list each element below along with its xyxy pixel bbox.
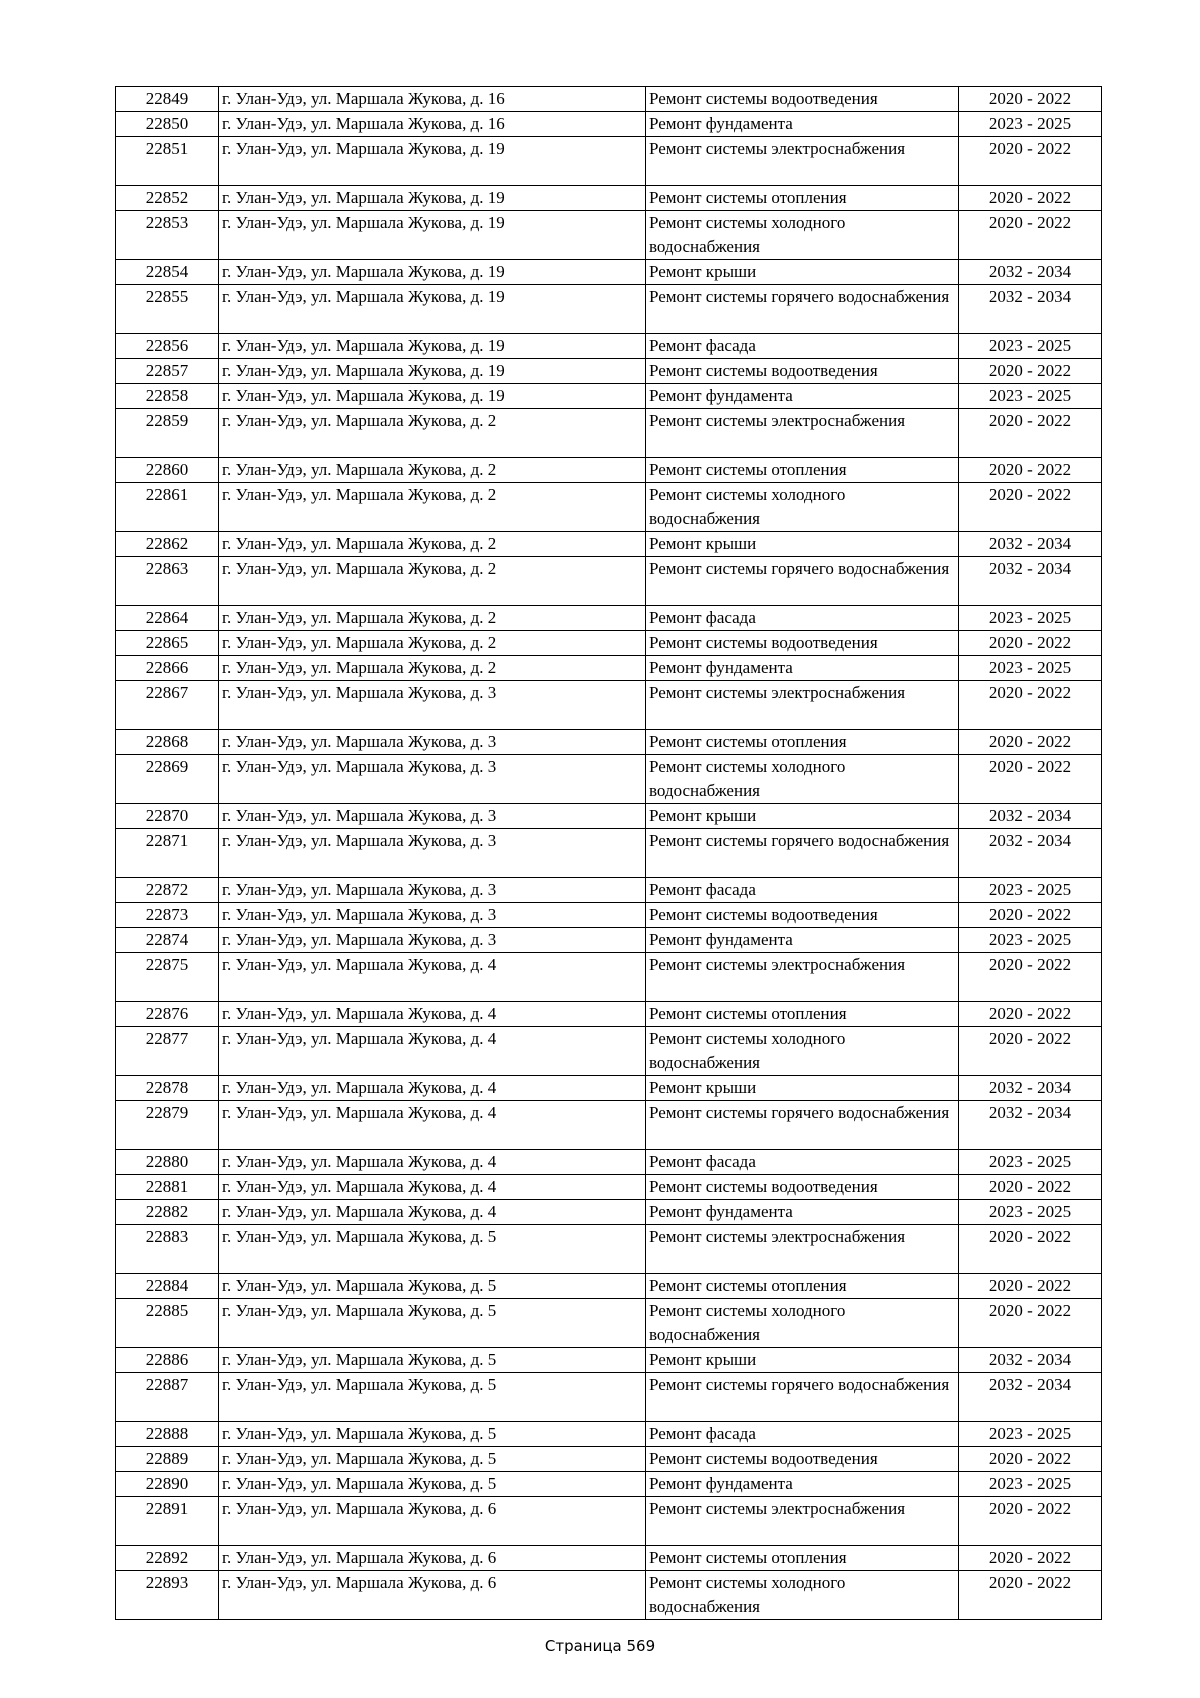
address-cell: г. Улан-Удэ, ул. Маршала Жукова, д. 2 [219, 532, 646, 557]
work-type-cell: Ремонт фундамента [646, 1472, 959, 1497]
address-cell: г. Улан-Удэ, ул. Маршала Жукова, д. 19 [219, 186, 646, 211]
address-cell: г. Улан-Удэ, ул. Маршала Жукова, д. 6 [219, 1571, 646, 1620]
work-type-cell: Ремонт системы водоотведения [646, 359, 959, 384]
page-number: Страница 569 [544, 1637, 656, 1655]
work-type-cell: Ремонт системы горячего водоснабжения [646, 285, 959, 334]
period-cell: 2020 - 2022 [959, 211, 1102, 260]
row-number-cell: 22883 [116, 1225, 219, 1274]
row-number-cell: 22885 [116, 1299, 219, 1348]
address-cell: г. Улан-Удэ, ул. Маршала Жукова, д. 5 [219, 1422, 646, 1447]
row-number-cell: 22879 [116, 1101, 219, 1150]
work-type-cell: Ремонт системы холодного водоснабжения [646, 1299, 959, 1348]
address-cell: г. Улан-Удэ, ул. Маршала Жукова, д. 4 [219, 1101, 646, 1150]
row-number-cell: 22870 [116, 804, 219, 829]
row-number-cell: 22861 [116, 483, 219, 532]
work-type-cell: Ремонт системы водоотведения [646, 1447, 959, 1472]
registry-table-body [116, 87, 1102, 1620]
table-row [116, 458, 1102, 483]
table-row [116, 903, 1102, 928]
row-number-cell: 22866 [116, 656, 219, 681]
table-row [116, 1225, 1102, 1274]
row-number-cell: 22877 [116, 1027, 219, 1076]
address-cell: г. Улан-Удэ, ул. Маршала Жукова, д. 16 [219, 87, 646, 112]
period-cell: 2023 - 2025 [959, 656, 1102, 681]
period-cell: 2020 - 2022 [959, 1497, 1102, 1546]
period-cell: 2020 - 2022 [959, 1175, 1102, 1200]
work-type-cell: Ремонт системы горячего водоснабжения [646, 1373, 959, 1422]
address-cell: г. Улан-Удэ, ул. Маршала Жукова, д. 4 [219, 1002, 646, 1027]
work-type-cell: Ремонт крыши [646, 1348, 959, 1373]
row-number-cell: 22864 [116, 606, 219, 631]
table-row [116, 260, 1102, 285]
work-type-cell: Ремонт системы водоотведения [646, 87, 959, 112]
address-cell: г. Улан-Удэ, ул. Маршала Жукова, д. 6 [219, 1497, 646, 1546]
period-cell: 2020 - 2022 [959, 186, 1102, 211]
table-row [116, 1571, 1102, 1620]
row-number-cell: 22865 [116, 631, 219, 656]
address-cell: г. Улан-Удэ, ул. Маршала Жукова, д. 19 [219, 359, 646, 384]
period-cell: 2023 - 2025 [959, 1472, 1102, 1497]
work-type-cell: Ремонт фундамента [646, 112, 959, 137]
period-cell: 2020 - 2022 [959, 483, 1102, 532]
period-cell: 2032 - 2034 [959, 1076, 1102, 1101]
work-type-cell: Ремонт фундамента [646, 1200, 959, 1225]
period-cell: 2020 - 2022 [959, 137, 1102, 186]
period-cell: 2023 - 2025 [959, 1200, 1102, 1225]
address-cell: г. Улан-Удэ, ул. Маршала Жукова, д. 4 [219, 1200, 646, 1225]
address-cell: г. Улан-Удэ, ул. Маршала Жукова, д. 5 [219, 1225, 646, 1274]
address-cell: г. Улан-Удэ, ул. Маршала Жукова, д. 5 [219, 1348, 646, 1373]
work-type-cell: Ремонт фасада [646, 1422, 959, 1447]
table-row [116, 1422, 1102, 1447]
table-row [116, 557, 1102, 606]
row-number-cell: 22854 [116, 260, 219, 285]
table-row [116, 829, 1102, 878]
table-row [116, 631, 1102, 656]
table-row [116, 409, 1102, 458]
row-number-cell: 22857 [116, 359, 219, 384]
row-number-cell: 22853 [116, 211, 219, 260]
row-number-cell: 22888 [116, 1422, 219, 1447]
address-cell: г. Улан-Удэ, ул. Маршала Жукова, д. 2 [219, 409, 646, 458]
period-cell: 2020 - 2022 [959, 1002, 1102, 1027]
table-row [116, 878, 1102, 903]
address-cell: г. Улан-Удэ, ул. Маршала Жукова, д. 4 [219, 1150, 646, 1175]
address-cell: г. Улан-Удэ, ул. Маршала Жукова, д. 3 [219, 928, 646, 953]
address-cell: г. Улан-Удэ, ул. Маршала Жукова, д. 2 [219, 606, 646, 631]
work-type-cell: Ремонт системы электроснабжения [646, 137, 959, 186]
table-row [116, 211, 1102, 260]
address-cell: г. Улан-Удэ, ул. Маршала Жукова, д. 3 [219, 804, 646, 829]
address-cell: г. Улан-Удэ, ул. Маршала Жукова, д. 19 [219, 384, 646, 409]
row-number-cell: 22893 [116, 1571, 219, 1620]
work-type-cell: Ремонт фасада [646, 606, 959, 631]
table-row [116, 953, 1102, 1002]
table-row [116, 483, 1102, 532]
table-row [116, 1348, 1102, 1373]
work-type-cell: Ремонт системы отопления [646, 1546, 959, 1571]
row-number-cell: 22851 [116, 137, 219, 186]
table-row [116, 1200, 1102, 1225]
period-cell: 2020 - 2022 [959, 953, 1102, 1002]
table-row [116, 137, 1102, 186]
row-number-cell: 22862 [116, 532, 219, 557]
row-number-cell: 22868 [116, 730, 219, 755]
period-cell: 2023 - 2025 [959, 1422, 1102, 1447]
period-cell: 2020 - 2022 [959, 631, 1102, 656]
period-cell: 2023 - 2025 [959, 1150, 1102, 1175]
table-row [116, 681, 1102, 730]
address-cell: г. Улан-Удэ, ул. Маршала Жукова, д. 5 [219, 1274, 646, 1299]
period-cell: 2032 - 2034 [959, 829, 1102, 878]
row-number-cell: 22880 [116, 1150, 219, 1175]
address-cell: г. Улан-Удэ, ул. Маршала Жукова, д. 2 [219, 631, 646, 656]
table-row [116, 1027, 1102, 1076]
address-cell: г. Улан-Удэ, ул. Маршала Жукова, д. 4 [219, 953, 646, 1002]
period-cell: 2023 - 2025 [959, 606, 1102, 631]
period-cell: 2020 - 2022 [959, 1571, 1102, 1620]
period-cell: 2020 - 2022 [959, 1299, 1102, 1348]
table-row [116, 532, 1102, 557]
address-cell: г. Улан-Удэ, ул. Маршала Жукова, д. 4 [219, 1076, 646, 1101]
work-type-cell: Ремонт фундамента [646, 928, 959, 953]
table-row [116, 1175, 1102, 1200]
row-number-cell: 22882 [116, 1200, 219, 1225]
row-number-cell: 22855 [116, 285, 219, 334]
table-row [116, 656, 1102, 681]
period-cell: 2032 - 2034 [959, 532, 1102, 557]
address-cell: г. Улан-Удэ, ул. Маршала Жукова, д. 3 [219, 903, 646, 928]
period-cell: 2020 - 2022 [959, 1546, 1102, 1571]
table-row [116, 1497, 1102, 1546]
table-row [116, 1002, 1102, 1027]
work-type-cell: Ремонт системы холодного водоснабжения [646, 755, 959, 804]
table-row [116, 928, 1102, 953]
period-cell: 2023 - 2025 [959, 384, 1102, 409]
table-row [116, 1373, 1102, 1422]
work-type-cell: Ремонт системы водоотведения [646, 631, 959, 656]
row-number-cell: 22881 [116, 1175, 219, 1200]
work-type-cell: Ремонт системы электроснабжения [646, 681, 959, 730]
address-cell: г. Улан-Удэ, ул. Маршала Жукова, д. 5 [219, 1373, 646, 1422]
row-number-cell: 22858 [116, 384, 219, 409]
work-type-cell: Ремонт крыши [646, 532, 959, 557]
work-type-cell: Ремонт системы отопления [646, 458, 959, 483]
address-cell: г. Улан-Удэ, ул. Маршала Жукова, д. 2 [219, 656, 646, 681]
period-cell: 2032 - 2034 [959, 285, 1102, 334]
period-cell: 2020 - 2022 [959, 458, 1102, 483]
period-cell: 2020 - 2022 [959, 681, 1102, 730]
row-number-cell: 22873 [116, 903, 219, 928]
address-cell: г. Улан-Удэ, ул. Маршала Жукова, д. 3 [219, 681, 646, 730]
period-cell: 2023 - 2025 [959, 112, 1102, 137]
work-type-cell: Ремонт фундамента [646, 656, 959, 681]
table-row [116, 334, 1102, 359]
work-type-cell: Ремонт крыши [646, 260, 959, 285]
table-row [116, 1274, 1102, 1299]
work-type-cell: Ремонт системы холодного водоснабжения [646, 1571, 959, 1620]
table-row [116, 1076, 1102, 1101]
table-row [116, 87, 1102, 112]
table-row [116, 359, 1102, 384]
period-cell: 2032 - 2034 [959, 260, 1102, 285]
period-cell: 2020 - 2022 [959, 903, 1102, 928]
address-cell: г. Улан-Удэ, ул. Маршала Жукова, д. 5 [219, 1447, 646, 1472]
table-row [116, 1472, 1102, 1497]
table-row [116, 186, 1102, 211]
work-type-cell: Ремонт системы электроснабжения [646, 409, 959, 458]
period-cell: 2020 - 2022 [959, 359, 1102, 384]
period-cell: 2032 - 2034 [959, 1101, 1102, 1150]
work-type-cell: Ремонт системы горячего водоснабжения [646, 557, 959, 606]
period-cell: 2032 - 2034 [959, 1348, 1102, 1373]
table-row [116, 1150, 1102, 1175]
table-row [116, 112, 1102, 137]
work-type-cell: Ремонт системы холодного водоснабжения [646, 483, 959, 532]
address-cell: г. Улан-Удэ, ул. Маршала Жукова, д. 3 [219, 755, 646, 804]
table-row [116, 1299, 1102, 1348]
period-cell: 2032 - 2034 [959, 557, 1102, 606]
address-cell: г. Улан-Удэ, ул. Маршала Жукова, д. 19 [219, 211, 646, 260]
work-type-cell: Ремонт системы отопления [646, 186, 959, 211]
row-number-cell: 22874 [116, 928, 219, 953]
address-cell: г. Улан-Удэ, ул. Маршала Жукова, д. 4 [219, 1175, 646, 1200]
work-type-cell: Ремонт фасада [646, 1150, 959, 1175]
work-type-cell: Ремонт фундамента [646, 384, 959, 409]
address-cell: г. Улан-Удэ, ул. Маршала Жукова, д. 6 [219, 1546, 646, 1571]
address-cell: г. Улан-Удэ, ул. Маршала Жукова, д. 2 [219, 483, 646, 532]
address-cell: г. Улан-Удэ, ул. Маршала Жукова, д. 19 [219, 285, 646, 334]
work-type-cell: Ремонт фасада [646, 878, 959, 903]
period-cell: 2020 - 2022 [959, 1225, 1102, 1274]
row-number-cell: 22869 [116, 755, 219, 804]
row-number-cell: 22884 [116, 1274, 219, 1299]
period-cell: 2023 - 2025 [959, 878, 1102, 903]
period-cell: 2020 - 2022 [959, 87, 1102, 112]
period-cell: 2020 - 2022 [959, 730, 1102, 755]
row-number-cell: 22890 [116, 1472, 219, 1497]
period-cell: 2020 - 2022 [959, 1027, 1102, 1076]
row-number-cell: 22876 [116, 1002, 219, 1027]
address-cell: г. Улан-Удэ, ул. Маршала Жукова, д. 19 [219, 334, 646, 359]
work-type-cell: Ремонт системы отопления [646, 1274, 959, 1299]
address-cell: г. Улан-Удэ, ул. Маршала Жукова, д. 19 [219, 260, 646, 285]
row-number-cell: 22852 [116, 186, 219, 211]
address-cell: г. Улан-Удэ, ул. Маршала Жукова, д. 3 [219, 878, 646, 903]
work-type-cell: Ремонт системы отопления [646, 730, 959, 755]
work-type-cell: Ремонт системы электроснабжения [646, 953, 959, 1002]
table-row [116, 606, 1102, 631]
row-number-cell: 22887 [116, 1373, 219, 1422]
work-type-cell: Ремонт системы электроснабжения [646, 1497, 959, 1546]
row-number-cell: 22849 [116, 87, 219, 112]
period-cell: 2020 - 2022 [959, 409, 1102, 458]
address-cell: г. Улан-Удэ, ул. Маршала Жукова, д. 4 [219, 1027, 646, 1076]
row-number-cell: 22878 [116, 1076, 219, 1101]
address-cell: г. Улан-Удэ, ул. Маршала Жукова, д. 3 [219, 730, 646, 755]
period-cell: 2023 - 2025 [959, 334, 1102, 359]
address-cell: г. Улан-Удэ, ул. Маршала Жукова, д. 19 [219, 137, 646, 186]
row-number-cell: 22875 [116, 953, 219, 1002]
work-type-cell: Ремонт системы водоотведения [646, 1175, 959, 1200]
row-number-cell: 22886 [116, 1348, 219, 1373]
work-type-cell: Ремонт фасада [646, 334, 959, 359]
table-row [116, 285, 1102, 334]
registry-table [115, 86, 1102, 1620]
table-row [116, 1447, 1102, 1472]
work-type-cell: Ремонт системы холодного водоснабжения [646, 211, 959, 260]
row-number-cell: 22859 [116, 409, 219, 458]
row-number-cell: 22863 [116, 557, 219, 606]
table-row [116, 804, 1102, 829]
work-type-cell: Ремонт системы холодного водоснабжения [646, 1027, 959, 1076]
row-number-cell: 22871 [116, 829, 219, 878]
table-row [116, 755, 1102, 804]
table-row [116, 1546, 1102, 1571]
address-cell: г. Улан-Удэ, ул. Маршала Жукова, д. 5 [219, 1299, 646, 1348]
address-cell: г. Улан-Удэ, ул. Маршала Жукова, д. 2 [219, 458, 646, 483]
work-type-cell: Ремонт системы горячего водоснабжения [646, 829, 959, 878]
work-type-cell: Ремонт системы отопления [646, 1002, 959, 1027]
row-number-cell: 22850 [116, 112, 219, 137]
period-cell: 2020 - 2022 [959, 1447, 1102, 1472]
row-number-cell: 22856 [116, 334, 219, 359]
table-row [116, 384, 1102, 409]
work-type-cell: Ремонт крыши [646, 804, 959, 829]
period-cell: 2032 - 2034 [959, 804, 1102, 829]
address-cell: г. Улан-Удэ, ул. Маршала Жукова, д. 2 [219, 557, 646, 606]
row-number-cell: 22867 [116, 681, 219, 730]
period-cell: 2023 - 2025 [959, 928, 1102, 953]
table-row [116, 1101, 1102, 1150]
table-row [116, 730, 1102, 755]
row-number-cell: 22892 [116, 1546, 219, 1571]
row-number-cell: 22891 [116, 1497, 219, 1546]
address-cell: г. Улан-Удэ, ул. Маршала Жукова, д. 5 [219, 1472, 646, 1497]
period-cell: 2020 - 2022 [959, 1274, 1102, 1299]
work-type-cell: Ремонт системы горячего водоснабжения [646, 1101, 959, 1150]
work-type-cell: Ремонт крыши [646, 1076, 959, 1101]
work-type-cell: Ремонт системы электроснабжения [646, 1225, 959, 1274]
row-number-cell: 22872 [116, 878, 219, 903]
period-cell: 2032 - 2034 [959, 1373, 1102, 1422]
row-number-cell: 22860 [116, 458, 219, 483]
work-type-cell: Ремонт системы водоотведения [646, 903, 959, 928]
row-number-cell: 22889 [116, 1447, 219, 1472]
address-cell: г. Улан-Удэ, ул. Маршала Жукова, д. 16 [219, 112, 646, 137]
address-cell: г. Улан-Удэ, ул. Маршала Жукова, д. 3 [219, 829, 646, 878]
period-cell: 2020 - 2022 [959, 755, 1102, 804]
